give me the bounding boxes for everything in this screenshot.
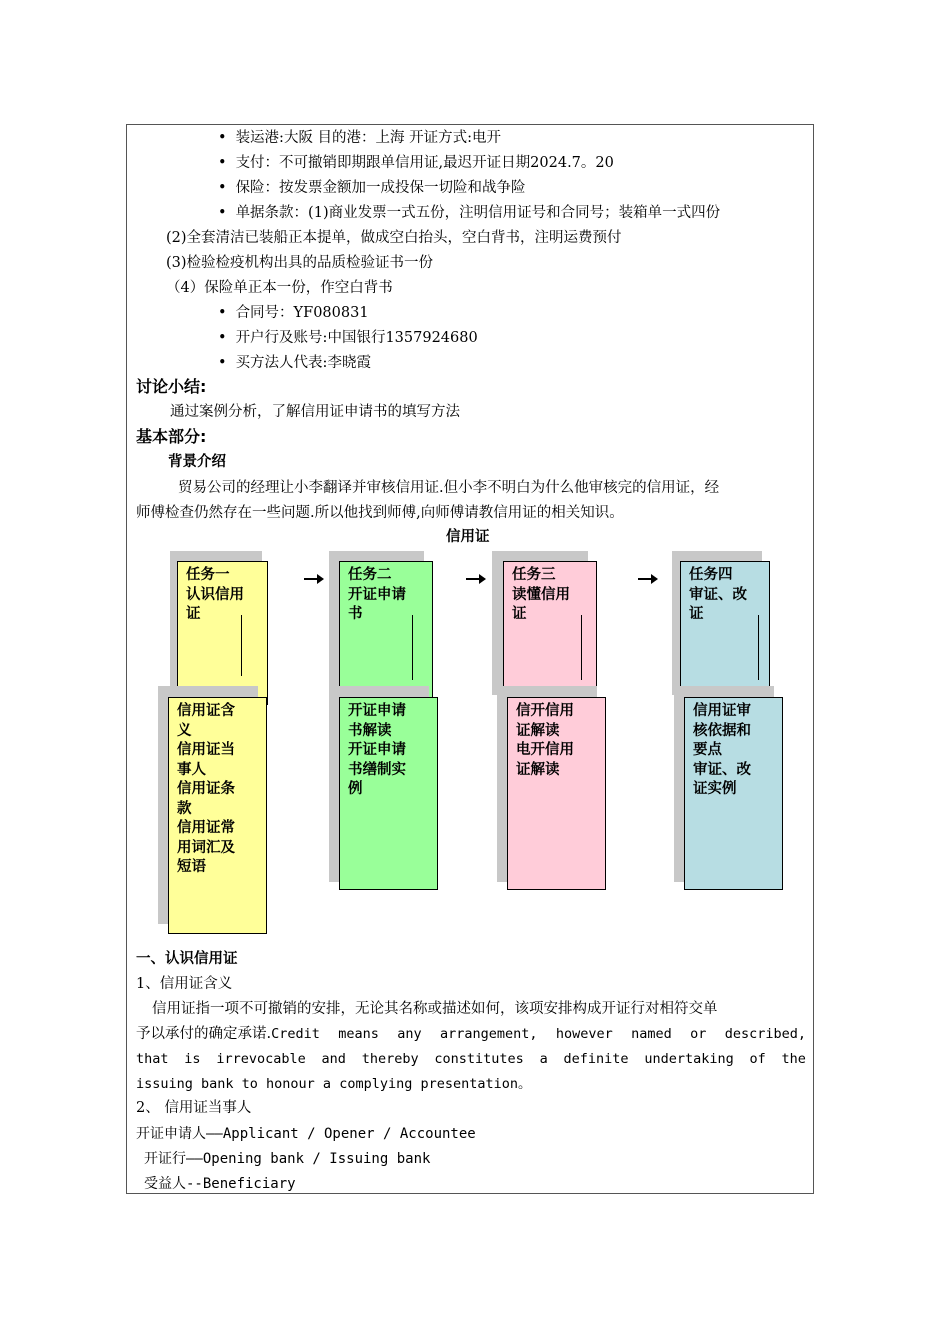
definition-word: constitutes — [434, 1051, 524, 1067]
background-subheading: 背景介绍 — [168, 454, 226, 470]
definition-word: of — [749, 1051, 766, 1067]
discussion-text: 通过案例分析，了解信用证申请书的填写方法 — [170, 404, 460, 420]
definition-line-2: 予以承付的确定承诺. Credit means any arrangement, however named or described, — [136, 1026, 806, 1042]
task-1-detail-box: 信用证含 义 信用证当 事人 信用证条 款 信用证常 用词汇及 短语 — [168, 697, 267, 934]
bank-account-line: • 开户行及账号:中国银行1357924680 — [218, 328, 478, 348]
diagram-title: 信用证 — [446, 529, 490, 545]
background-line-1: 贸易公司的经理让小李翻译并审核信用证.但小李不明白为什么他审核完的信用证，经 — [178, 480, 720, 496]
definition-word: a — [539, 1051, 548, 1067]
discussion-heading: 讨论小结: — [136, 377, 207, 396]
definition-word: undertaking — [644, 1051, 734, 1067]
section1-item2: 2、 信用证当事人 — [136, 1100, 252, 1116]
definition-line-3 — [136, 1047, 806, 1072]
background-paragraph — [136, 476, 806, 526]
party-issuing-bank: 开证行——Opening bank / Issuing bank — [144, 1151, 431, 1167]
documents-line: • 单据条款：(1)商业发票一式五份，注明信用证号和合同号；装箱单一式四份 — [218, 203, 720, 223]
arrow-3-to-4 — [638, 578, 652, 580]
definition-word: that — [136, 1051, 169, 1067]
task-2-box: 任务二 开证申请 书 — [339, 561, 433, 705]
background-line-2: 师傅检查仍然存在一些问题.所以他找到师傅,向师傅请教信用证的相关知识。 — [136, 505, 624, 521]
document-item-4: （4）保险单正本一份，作空白背书 — [166, 280, 393, 296]
definition-word: irrevocable — [216, 1051, 306, 1067]
section1-item1: 1、信用证含义 — [136, 976, 233, 992]
definition-line-1: 信用证指一项不可撤销的安排，无论其名称或描述如何，该项安排构成开证行对相符交单 — [152, 1001, 718, 1017]
party-applicant: 开证申请人——Applicant / Opener / Accountee — [136, 1126, 476, 1142]
insurance-line: • 保险：按发票金额加一成投保一切险和战争险 — [218, 178, 526, 198]
section1-heading: 一、认识信用证 — [136, 951, 238, 967]
document-item-3: (3)检验检疫机构出具的品质检验证书一份 — [166, 255, 434, 271]
task-1-box: 任务一 认识信用 证 — [177, 561, 268, 705]
document-item-2: (2)全套清洁已装船正本提单，做成空白抬头，空白背书，注明运费预付 — [166, 230, 622, 246]
task-3-detail-box: 信开信用 证解读 电开信用 证解读 — [507, 697, 606, 890]
party-beneficiary: 受益人--Beneficiary — [144, 1176, 296, 1192]
definition-line-4: issuing bank to honour a complying presentation。 — [136, 1076, 532, 1092]
task-4-detail-box: 信用证审 核依据和 要点 审证、改 证实例 — [684, 697, 783, 890]
definition-word: thereby — [361, 1051, 419, 1067]
basic-heading: 基本部分: — [136, 427, 207, 446]
task-2-detail-box: 开证申请 书解读 开证申请 书缮制实 例 — [339, 697, 438, 890]
task-4-box: 任务四 审证、改 证 — [680, 561, 770, 705]
definition-word: definite — [563, 1051, 629, 1067]
shipping-line: • 装运港:大阪 目的港：上海 开证方式:电开 — [218, 128, 501, 148]
definition-word: is — [184, 1051, 201, 1067]
payment-line: • 支付：不可撤销即期跟单信用证,最迟开证日期2024.7。20 — [218, 153, 614, 173]
definition-paragraph — [136, 997, 806, 1097]
arrow-1-to-2 — [304, 578, 318, 580]
definition-word: the — [781, 1051, 806, 1067]
contract-no-line: • 合同号：YF080831 — [218, 303, 369, 323]
task-3-box: 任务三 读懂信用 证 — [503, 561, 597, 705]
definition-word: and — [321, 1051, 346, 1067]
arrow-2-to-3 — [466, 578, 480, 580]
buyer-representative-line: • 买方法人代表:李晓霞 — [218, 353, 371, 373]
